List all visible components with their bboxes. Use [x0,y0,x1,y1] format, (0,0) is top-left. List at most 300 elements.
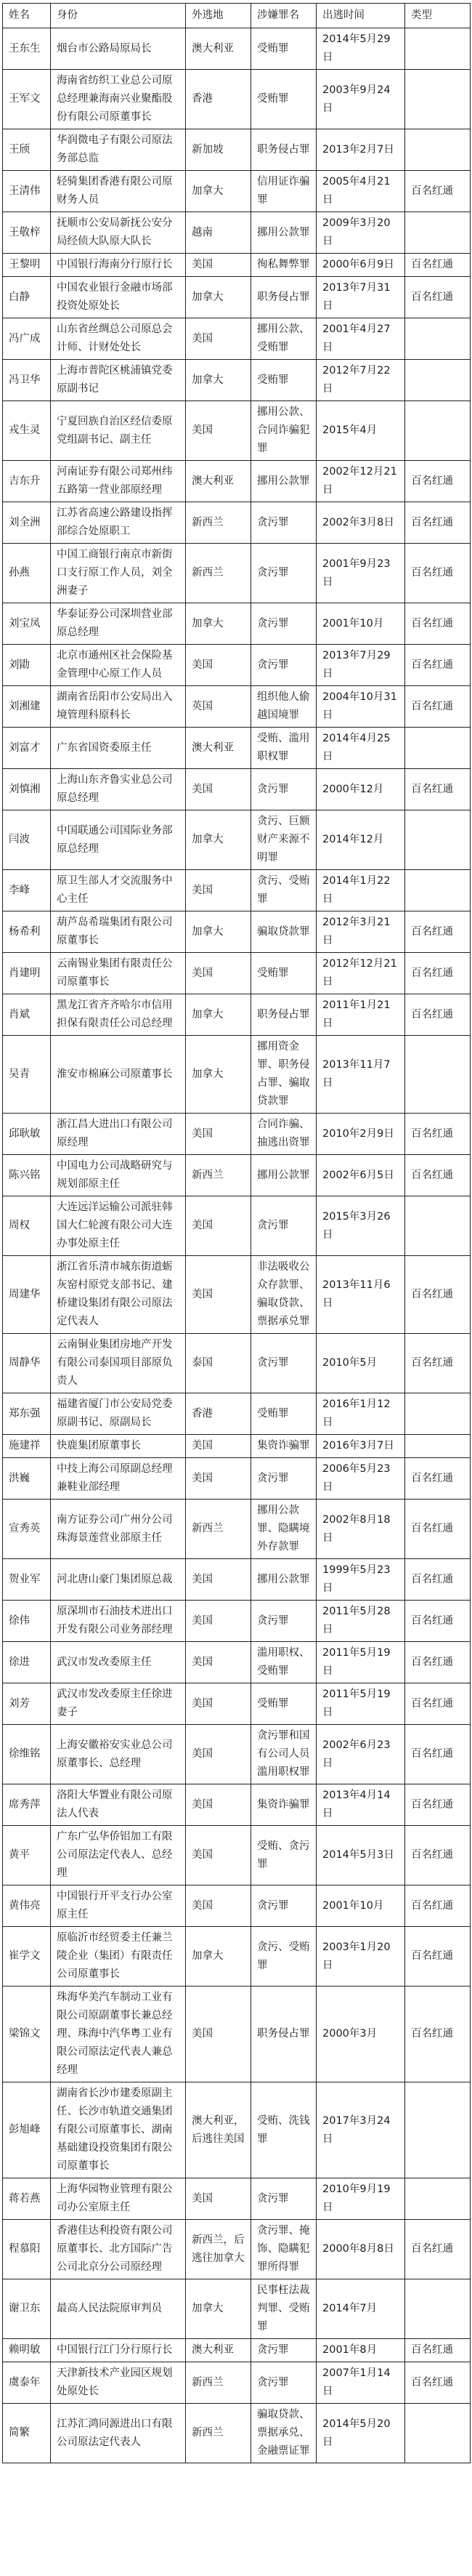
cell-type: 百名红通 [405,1784,471,1826]
cell-type: 百名红通 [405,603,471,645]
cell-escape-date: 2001年8月 [317,2339,405,2362]
cell-identity: 南方证券公司广州分公司珠海景莲营业部原主任 [51,1500,186,1559]
cell-name: 王军文 [3,70,51,129]
cell-name: 孙燕 [3,544,51,603]
cell-identity: 云南锡业集团有限责任公司原董事长 [51,953,186,994]
cell-charge: 贪污罪 [251,603,317,645]
cell-identity: 浙江省乐清市城东街道蛎灰窑村原党支部书记、建桥建设集团有限公司原法定代表人 [51,1256,186,1334]
cell-destination: 越南 [186,212,251,254]
cell-name: 徐伟 [3,1601,51,1642]
cell-identity: 大连远洋运输公司派驻韩国大仁轮渡有限公司大连办事处原主任 [51,1196,186,1256]
table-row [3,212,471,254]
table-row [3,1927,471,1987]
cell-type [405,129,471,171]
cell-type [405,870,471,911]
cell-charge: 贪污罪 [251,2178,317,2220]
cell-type [405,401,471,461]
cell-charge: 挪用公款、合同诈骗犯罪 [251,401,317,461]
cell-destination: 美国 [186,318,251,360]
table-row [3,1256,471,1334]
table-row [3,1155,471,1196]
cell-identity: 江苏省高速公路建设指挥部综合处原职工 [51,502,186,544]
cell-destination: 美国 [186,1559,251,1601]
cell-destination: 新西兰 [186,1155,251,1196]
cell-charge: 信用证诈骗罪 [251,171,317,212]
header-charge: 涉嫌罪名 [251,4,317,28]
cell-charge: 职务侵占罪 [251,994,317,1036]
cell-name: 赖明敏 [3,2339,51,2362]
table-row [3,2362,471,2404]
cell-escape-date: 2001年10月 [317,603,405,645]
cell-charge: 受贿罪 [251,953,317,994]
cell-charge: 受贿、洗钱罪 [251,2082,317,2178]
cell-type: 百名红通 [405,1114,471,1155]
cell-charge: 挪用公款罪、隐瞒境外存款罪 [251,1500,317,1559]
cell-destination: 香港 [186,70,251,129]
cell-destination: 美国 [186,254,251,277]
cell-identity: 中国银行开平支行办公室原主任 [51,1885,186,1927]
cell-name: 肖斌 [3,994,51,1036]
cell-identity: 北京市通州区社会保险基金管理中心原工作人员 [51,645,186,686]
cell-escape-date: 2014年5月20日 [317,2404,405,2463]
table-row [3,769,471,810]
cell-escape-date: 2002年3月8日 [317,502,405,544]
cell-name: 洪巍 [3,1458,51,1500]
cell-type [405,70,471,129]
table-row [3,994,471,1036]
table-row [3,2279,471,2339]
cell-type [405,28,471,70]
cell-charge: 贪污罪 [251,2339,317,2362]
cell-type: 百名红通 [405,1256,471,1334]
table-row [3,360,471,401]
table-row [3,603,471,645]
cell-type: 百名红通 [405,769,471,810]
cell-type: 百名红通 [405,1458,471,1500]
cell-escape-date: 2003年9月24日 [317,70,405,129]
cell-type [405,2404,471,2463]
cell-identity: 上海华园物业管理有限公司办公室原主任 [51,2178,186,2220]
cell-charge: 民事枉法裁判罪、受贿罪 [251,2279,317,2339]
cell-identity: 华泰证券公司深圳营业部原总经理 [51,603,186,645]
cell-escape-date: 2010年5月 [317,1334,405,1393]
cell-type: 百名红通 [405,171,471,212]
cell-charge: 受贿罪 [251,28,317,70]
cell-identity: 烟台市公路局原局长 [51,28,186,70]
cell-charge: 挪用公款罪 [251,212,317,254]
table-row [3,1458,471,1500]
cell-name: 宣秀英 [3,1500,51,1559]
cell-name: 刘勖 [3,645,51,686]
table-row [3,953,471,994]
cell-type: 百名红通 [405,1927,471,1987]
cell-destination: 加拿大 [186,2279,251,2339]
cell-charge: 挪用公款罪 [251,461,317,502]
table-row [3,1196,471,1256]
table-row [3,1559,471,1601]
cell-destination: 澳大利亚 [186,461,251,502]
cell-name: 王敬梓 [3,212,51,254]
cell-identity: 山东省丝绸总公司原总会计师、计财处处长 [51,318,186,360]
cell-identity: 最高人民法院原审判员 [51,2279,186,2339]
cell-type: 百名红通 [405,1987,471,2082]
cell-escape-date: 2001年10月 [317,1885,405,1927]
cell-destination: 澳大利亚 [186,2339,251,2362]
cell-name: 刘全洲 [3,502,51,544]
cell-destination: 美国 [186,1683,251,1725]
cell-identity: 宁夏回族自治区经信委原党组副书记、副主任 [51,401,186,461]
cell-destination: 美国 [186,769,251,810]
table-row [3,254,471,277]
cell-identity: 湖南省岳阳市公安局出入境管理科原科长 [51,686,186,728]
cell-type [405,1036,471,1114]
cell-identity: 中国联通公司国际业务部原总经理 [51,810,186,870]
cell-type: 百名红通 [405,645,471,686]
table-row [3,1683,471,1725]
cell-charge: 贪污、巨额财产来源不明罪 [251,810,317,870]
cell-identity: 中国农业银行金融市场部投资处原处长 [51,277,186,318]
cell-destination: 新西兰 [186,544,251,603]
cell-name: 刘湘建 [3,686,51,728]
table-row [3,2339,471,2362]
table-row [3,401,471,461]
cell-destination: 美国 [186,1256,251,1334]
cell-destination: 美国 [186,1784,251,1826]
cell-escape-date: 2013年4月14日 [317,1784,405,1826]
cell-type: 百名红通 [405,1885,471,1927]
cell-name: 黄平 [3,1826,51,1885]
cell-identity: 原临沂市经贸委主任兼兰陵企业（集团）有限责任公司原董事长 [51,1927,186,1987]
table-row [3,1601,471,1642]
table-row [3,870,471,911]
cell-identity: 江苏汇鸿同源进出口有限公司原法定代表人 [51,2404,186,2463]
cell-escape-date: 2009年3月20日 [317,212,405,254]
cell-escape-date: 2013年11月6日 [317,1256,405,1334]
cell-type: 百名红通 [405,2339,471,2362]
cell-name: 周建华 [3,1256,51,1334]
cell-identity: 广东广弘华侨铝加工有限公司原法定代表人、总经理 [51,1826,186,1885]
cell-identity: 浙江昌大进出口有限公司原经理 [51,1114,186,1155]
cell-destination: 新西兰 [186,2362,251,2404]
cell-charge: 贪污、受贿罪 [251,1927,317,1987]
cell-type: 百名红通 [405,461,471,502]
cell-identity: 快鹿集团原董事长 [51,1435,186,1458]
cell-identity: 福建省厦门市公安局党委原副书记、原副局长 [51,1393,186,1435]
header-type: 类型 [405,4,471,28]
cell-destination: 新西兰 [186,2404,251,2463]
cell-type: 百名红通 [405,686,471,728]
cell-type: 百名红通 [405,1601,471,1642]
cell-name: 王东生 [3,28,51,70]
cell-charge: 贪污罪 [251,544,317,603]
table-row [3,810,471,870]
cell-type [405,2279,471,2339]
cell-destination: 英国 [186,686,251,728]
cell-identity: 上海安徽裕安实业总公司原董事长、总经理 [51,1725,186,1784]
cell-charge: 受贿罪 [251,1683,317,1725]
cell-identity: 珠海华美汽车制动工业有限公司原副董事长兼总经理、珠海中汽华粤工业有限公司原法定代表人兼总经理 [51,1987,186,2082]
cell-escape-date: 2003年1月20日 [317,1927,405,1987]
cell-destination: 加拿大 [186,994,251,1036]
cell-charge: 受贿罪 [251,70,317,129]
cell-escape-date: 2013年2月7日 [317,129,405,171]
cell-escape-date: 2012年7月22日 [317,360,405,401]
cell-name: 刘慎湘 [3,769,51,810]
cell-identity: 抚顺市公安局新抚公安分局经侦大队原大队长 [51,212,186,254]
cell-charge: 贪污罪 [251,1885,317,1927]
cell-charge: 贪污罪 [251,502,317,544]
cell-name: 程慕阳 [3,2220,51,2279]
cell-type: 百名红通 [405,544,471,603]
cell-type: 百名红通 [405,1642,471,1683]
cell-destination: 加拿大 [186,360,251,401]
cell-name: 刘富才 [3,728,51,769]
cell-escape-date: 2000年12月 [317,769,405,810]
table-row [3,28,471,70]
cell-charge: 贪污罪 [251,645,317,686]
table-row [3,2178,471,2220]
table-row [3,2404,471,2463]
cell-identity: 中国电力公司战略研究与规划部原主任 [51,1155,186,1196]
cell-charge: 组织他人偷越国境罪 [251,686,317,728]
cell-type [405,2178,471,2220]
cell-name: 虞泰年 [3,2362,51,2404]
cell-escape-date: 2011年5月28日 [317,1601,405,1642]
cell-destination: 美国 [186,2178,251,2220]
cell-escape-date: 2013年7月31日 [317,277,405,318]
cell-destination: 澳大利亚 [186,28,251,70]
cell-identity: 河南证券有限公司郑州纬五路第一营业部原经理 [51,461,186,502]
cell-identity: 原深圳市石油技术进出口开发有限公司业务部经理 [51,1601,186,1642]
cell-name: 周静华 [3,1334,51,1393]
table-row [3,1642,471,1683]
cell-escape-date: 2010年2月9日 [317,1114,405,1155]
cell-destination: 加拿大 [186,1927,251,1987]
cell-name: 崔学文 [3,1927,51,1987]
cell-destination: 美国 [186,1725,251,1784]
cell-charge: 受贿罪 [251,360,317,401]
cell-charge: 集资诈骗罪 [251,1784,317,1826]
cell-name: 白静 [3,277,51,318]
table-row [3,2220,471,2279]
table-row [3,1334,471,1393]
cell-type [405,212,471,254]
table-row [3,1725,471,1784]
cell-destination: 美国 [186,401,251,461]
cell-destination: 加拿大 [186,911,251,953]
cell-charge: 贪污罪 [251,769,317,810]
cell-charge: 职务侵占罪 [251,1987,317,2082]
table-row [3,1826,471,1885]
table-header-row [3,4,471,28]
cell-name: 杨希利 [3,911,51,953]
cell-destination: 美国 [186,953,251,994]
table-row [3,911,471,953]
cell-identity: 轻骑集团香港有限公司原财务人员 [51,171,186,212]
cell-type: 百名红通 [405,1500,471,1559]
cell-escape-date: 2012年12月21日 [317,953,405,994]
cell-destination: 美国 [186,1601,251,1642]
cell-type: 百名红通 [405,2362,471,2404]
cell-charge: 受贿罪 [251,1393,317,1435]
cell-charge: 贪污罪和国有公司人员滥用职权罪 [251,1725,317,1784]
cell-escape-date: 2000年3月 [317,1987,405,2082]
cell-destination: 加拿大 [186,603,251,645]
cell-type: 百名红通 [405,1559,471,1601]
cell-charge: 徇私舞弊罪 [251,254,317,277]
cell-charge: 挪用资金罪、职务侵占罪、骗取贷款罪 [251,1036,317,1114]
cell-escape-date: 2006年5月23日 [317,1458,405,1500]
cell-name: 刘芳 [3,1683,51,1725]
cell-destination: 新加坡 [186,129,251,171]
cell-charge: 贪污罪 [251,2362,317,2404]
cell-identity: 广东省国资委原主任 [51,728,186,769]
table-row [3,1987,471,2082]
cell-name: 刘宝凤 [3,603,51,645]
cell-type: 百名红通 [405,1683,471,1725]
cell-type: 百名红通 [405,502,471,544]
cell-identity: 中技上海公司原副总经理兼鞋业部经理 [51,1458,186,1500]
table-row [3,1036,471,1114]
cell-identity: 武汉市发改委原主任徐进妻子 [51,1683,186,1725]
cell-destination: 加拿大 [186,810,251,870]
table-row [3,502,471,544]
cell-identity: 上海市普陀区桃浦镇党委原副书记 [51,360,186,401]
cell-charge: 职务侵占罪 [251,129,317,171]
fugitives-table [2,3,471,2463]
cell-charge: 贪污罪、掩饰、隐瞒犯罪所得罪 [251,2220,317,2279]
cell-destination: 新西兰 [186,502,251,544]
cell-name: 梁锦文 [3,1987,51,2082]
cell-escape-date: 2014年12月 [317,810,405,870]
cell-escape-date: 2011年5月19日 [317,1683,405,1725]
table-row [3,318,471,360]
cell-name: 施建祥 [3,1435,51,1458]
cell-destination: 加拿大 [186,171,251,212]
cell-charge: 贪污罪 [251,1601,317,1642]
cell-escape-date: 2000年8月8日 [317,2220,405,2279]
cell-escape-date: 2012年3月21日 [317,911,405,953]
cell-escape-date: 2011年1月21日 [317,994,405,1036]
cell-name: 李峰 [3,870,51,911]
cell-identity: 原卫生部人才交流服务中心主任 [51,870,186,911]
cell-name: 王颀 [3,129,51,171]
cell-escape-date: 2002年8月18日 [317,1500,405,1559]
cell-name: 吴青 [3,1036,51,1114]
table-row [3,1393,471,1435]
cell-escape-date: 2011年5月19日 [317,1642,405,1683]
cell-identity: 中国银行海南分行原行长 [51,254,186,277]
cell-destination: 新西兰 [186,1500,251,1559]
cell-escape-date: 2010年9月19日 [317,2178,405,2220]
cell-identity: 武汉市发改委原主任 [51,1642,186,1683]
cell-type: 百名红通 [405,1725,471,1784]
cell-type [405,728,471,769]
cell-charge: 滥用职权、受贿罪 [251,1642,317,1683]
cell-escape-date: 2002年12月21日 [317,461,405,502]
cell-name: 吉东升 [3,461,51,502]
cell-name: 徐进 [3,1642,51,1683]
cell-name: 简繁 [3,2404,51,2463]
cell-escape-date: 2014年5月3日 [317,1826,405,1885]
cell-type: 百名红通 [405,994,471,1036]
table-row [3,1500,471,1559]
cell-escape-date: 2014年7月 [317,2279,405,2339]
cell-destination: 美国 [186,1435,251,1458]
cell-name: 邱耿敏 [3,1114,51,1155]
cell-name: 蒋若燕 [3,2178,51,2220]
cell-type [405,1196,471,1256]
cell-charge: 受贿、贪污罪 [251,1826,317,1885]
cell-identity: 海南省纺织工业总公司原总经理兼海南兴业聚酯股份有限公司原董事长 [51,70,186,129]
cell-escape-date: 2017年3月24日 [317,2082,405,2178]
cell-name: 肖建明 [3,953,51,994]
cell-escape-date: 2001年4月27日 [317,318,405,360]
cell-identity: 葫芦岛希瑞集团有限公司原董事长 [51,911,186,953]
cell-identity: 天津新技术产业园区规划处原处长 [51,2362,186,2404]
cell-identity: 云南铜业集团房地产开发有限公司泰国项目部原负责人 [51,1334,186,1393]
cell-identity: 中国工商银行南京市新街口支行原工作人员，刘全洲妻子 [51,544,186,603]
cell-identity: 中国银行江门分行原行长 [51,2339,186,2362]
table-row [3,2082,471,2178]
table-row [3,171,471,212]
cell-destination: 香港 [186,1393,251,1435]
header-destination: 外逃地 [186,4,251,28]
cell-name: 陈兴铭 [3,1155,51,1196]
cell-charge: 挪用公款罪 [251,1559,317,1601]
table-row [3,1435,471,1458]
table-row [3,1114,471,1155]
cell-destination: 加拿大 [186,1036,251,1114]
cell-type: 百名红通 [405,2220,471,2279]
cell-escape-date: 2005年4月21日 [317,171,405,212]
cell-name: 冯卫华 [3,360,51,401]
header-name: 姓名 [3,4,51,28]
cell-escape-date: 2004年10月31日 [317,686,405,728]
cell-type: 百名红通 [405,1826,471,1885]
cell-name: 王黎明 [3,254,51,277]
cell-identity: 华润微电子有限公司原法务部总监 [51,129,186,171]
cell-name: 周权 [3,1196,51,1256]
cell-name: 谢卫东 [3,2279,51,2339]
cell-type: 百名红通 [405,1155,471,1196]
cell-name: 郑东强 [3,1393,51,1435]
cell-identity: 河北唐山豪门集团原总裁 [51,1559,186,1601]
cell-escape-date: 2014年5月29日 [317,28,405,70]
cell-name: 闫波 [3,810,51,870]
table-row [3,686,471,728]
cell-name: 彭旭峰 [3,2082,51,2178]
table-row [3,544,471,603]
cell-escape-date: 2016年1月12日 [317,1393,405,1435]
table-body [3,28,471,2463]
cell-destination: 澳大利亚 [186,728,251,769]
cell-destination: 加拿大 [186,277,251,318]
table-row [3,1784,471,1826]
cell-type [405,2082,471,2178]
cell-identity: 上海山东齐鲁实业总公司原总经理 [51,769,186,810]
cell-destination: 美国 [186,1196,251,1256]
cell-type: 百名红通 [405,953,471,994]
cell-escape-date: 2002年6月5日 [317,1155,405,1196]
cell-type [405,1435,471,1458]
cell-destination: 澳大利亚，后逃往美国 [186,2082,251,2178]
cell-destination: 美国 [186,1987,251,2082]
table-row [3,728,471,769]
cell-type [405,318,471,360]
cell-type [405,810,471,870]
cell-type: 百名红通 [405,277,471,318]
